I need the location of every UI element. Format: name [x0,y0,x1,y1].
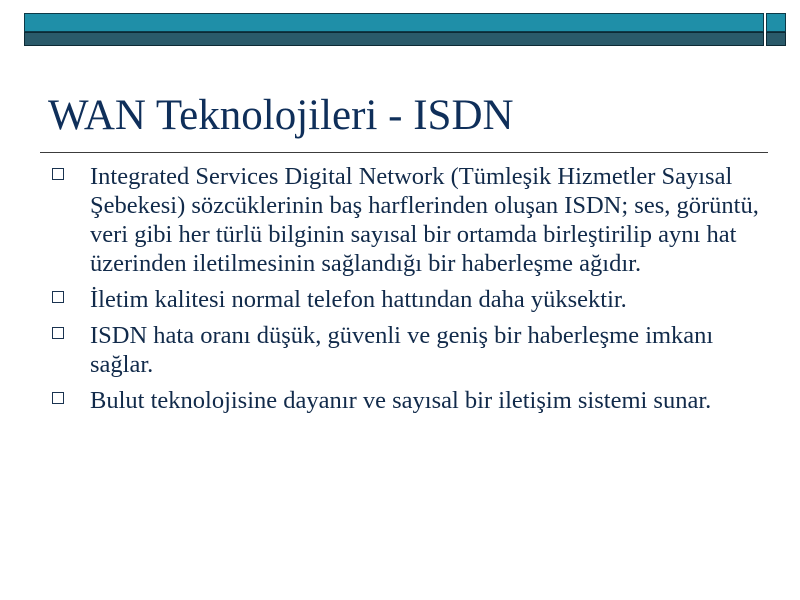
header-square-top [766,13,786,32]
bullet-text: ISDN hata oranı düşük, güvenli ve geniş bir haberleşme imkanı sağlar. [90,322,714,378]
hollow-square-icon [52,291,64,303]
header-square-bottom [766,32,786,46]
header-bar-top [24,13,764,32]
header-bar-bottom [24,32,764,46]
bullet-text: Integrated Services Digital Network (Tümleşik Hizmetler Sayısal Şebekesi) sözcüklerinin baş harflerinden oluşan ISDN; ses, görüntü, veri gibi her türlü bilginin sayısal bir ortamda birleştirilip aynı hat üzerinden iletilmesinin sağlandığı bir haberleşme ağıdır. [90,163,759,277]
hollow-square-icon [52,168,64,180]
hollow-square-icon [52,327,64,339]
bullet-list [50,162,760,422]
bullet-item [50,285,760,314]
bullet-text: Bulut teknolojisine dayanır ve sayısal bir iletişim sistemi sunar. [90,387,712,414]
bullet-text: İletim kalitesi normal telefon hattından daha yüksektir. [90,286,627,313]
title-divider [40,152,768,153]
hollow-square-icon [52,392,64,404]
bullet-item [50,386,760,415]
bullet-item [50,162,760,278]
bullet-item [50,321,760,379]
slide-title: WAN Teknolojileri - ISDN [48,92,514,139]
